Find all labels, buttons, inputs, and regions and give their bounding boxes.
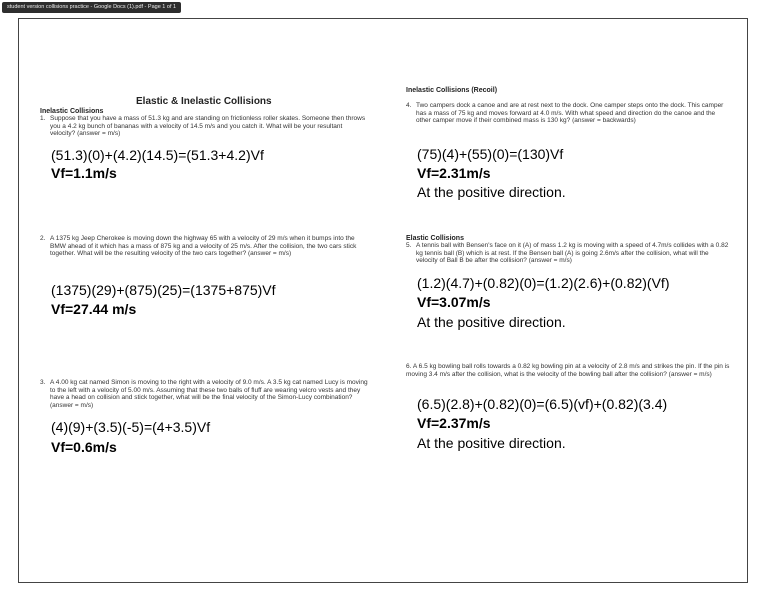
- problem-2-equation: (1375)(29)+(875)(25)=(1375+875)Vf: [51, 282, 276, 298]
- problem-2-text: [40, 235, 368, 258]
- problem-5-body: A tennis ball with Bensen's face on it (A) of mass 1.2 kg is moving with a speed of 4.7m/s collides with a 0.82 kg tennis ball (B) which is at rest. If the Bensen ball (A) is going 2.6m/s after the collision, what will the velocity of Ball B be after the collision? (answer = m/s): [416, 242, 729, 265]
- problem-4-number: 4.: [406, 102, 412, 109]
- problem-6-answer: Vf=2.37m/s: [417, 415, 491, 431]
- problem-3-equation: (4)(9)+(3.5)(-5)=(4+3.5)Vf: [51, 419, 211, 435]
- problem-1-answer: Vf=1.1m/s: [51, 165, 117, 181]
- problem-2-body: A 1375 kg Jeep Cherokee is moving down the highway 65 with a velocity of 29 m/s when it bumps into the BMW ahead of it which has a mass of 875 kg and a velocity of 25 m/s. After the collision, the two cars stick together. What will be the resulting velocity of the two cars together? (answer = m/s): [50, 235, 357, 258]
- problem-3-body: A 4.00 kg cat named Simon is moving to the right with a velocity of 9.0 m/s. A 3.5 kg cat named Lucy is moving to the left with a velocity of 5.00 m/s. Assuming that these two balls of fluff are wearing velcro vests and they have a head on collision and stick together, what will be the final velocity of the Simon-Lucy combination? (answer = m/s): [50, 379, 368, 409]
- section-heading-elastic: Elastic Collisions: [406, 235, 464, 242]
- problem-6-text: 6. A 6.5 kg bowling ball rolls towards a 0.82 kg bowling pin at a velocity of 2.8 m/s and strikes the pin. If the pin is moving 3.4 m/s after the collision, what is the velocity of the bowling ball after the collision? (answer = m/s): [406, 363, 730, 378]
- document-tab[interactable]: student version collisions practice - Google Docs (1).pdf - Page 1 of 1: [2, 2, 181, 13]
- page-title: Elastic & Inelastic Collisions: [136, 96, 272, 107]
- problem-2-number: 2.: [40, 235, 46, 242]
- problem-5-equation: (1.2)(4.7)+(0.82)(0)=(1.2)(2.6)+(0.82)(Vf): [417, 275, 670, 291]
- problem-1-text: [40, 115, 368, 138]
- problem-3-answer: Vf=0.6m/s: [51, 439, 117, 455]
- problem-6-direction: At the positive direction.: [417, 435, 566, 451]
- pdf-page: [18, 18, 748, 583]
- section-heading-recoil: Inelastic Collisions (Recoil): [406, 87, 498, 94]
- problem-5-text: [406, 242, 731, 265]
- problem-4-text: [406, 102, 731, 125]
- problem-1-number: 1.: [40, 115, 46, 122]
- problem-5-answer: Vf=3.07m/s: [417, 294, 491, 310]
- section-heading-inelastic: Inelastic Collisions: [40, 108, 104, 115]
- problem-5-direction: At the positive direction.: [417, 314, 566, 330]
- problem-1-equation: (51.3)(0)+(4.2)(14.5)=(51.3+4.2)Vf: [51, 147, 264, 163]
- problem-4-body: Two campers dock a canoe and are at rest next to the dock. One camper steps onto the dock. This camper has a mass of 75 kg and moves forward at 4.0 m/s. With what speed and direction do the canoe and the other camper move if their combined mass is 130 kg? (answer = backwards): [416, 102, 724, 125]
- problem-3-number: 3.: [40, 379, 46, 386]
- problem-2-answer: Vf=27.44 m/s: [51, 301, 137, 317]
- problem-3-text: [40, 379, 368, 409]
- problem-6-equation: (6.5)(2.8)+(0.82)(0)=(6.5)(vf)+(0.82)(3.4): [417, 396, 668, 412]
- problem-5-number: 5.: [406, 242, 412, 249]
- problem-4-direction: At the positive direction.: [417, 184, 566, 200]
- problem-4-answer: Vf=2.31m/s: [417, 165, 491, 181]
- problem-1-body: Suppose that you have a mass of 51.3 kg and are standing on frictionless roller skates. Someone then throws you a 4.2 kg bunch of bananas with a velocity of 14.5 m/s and you catch it. What will be your resultant velocity? (answer = m/s): [50, 115, 366, 138]
- problem-4-equation: (75)(4)+(55)(0)=(130)Vf: [417, 146, 564, 162]
